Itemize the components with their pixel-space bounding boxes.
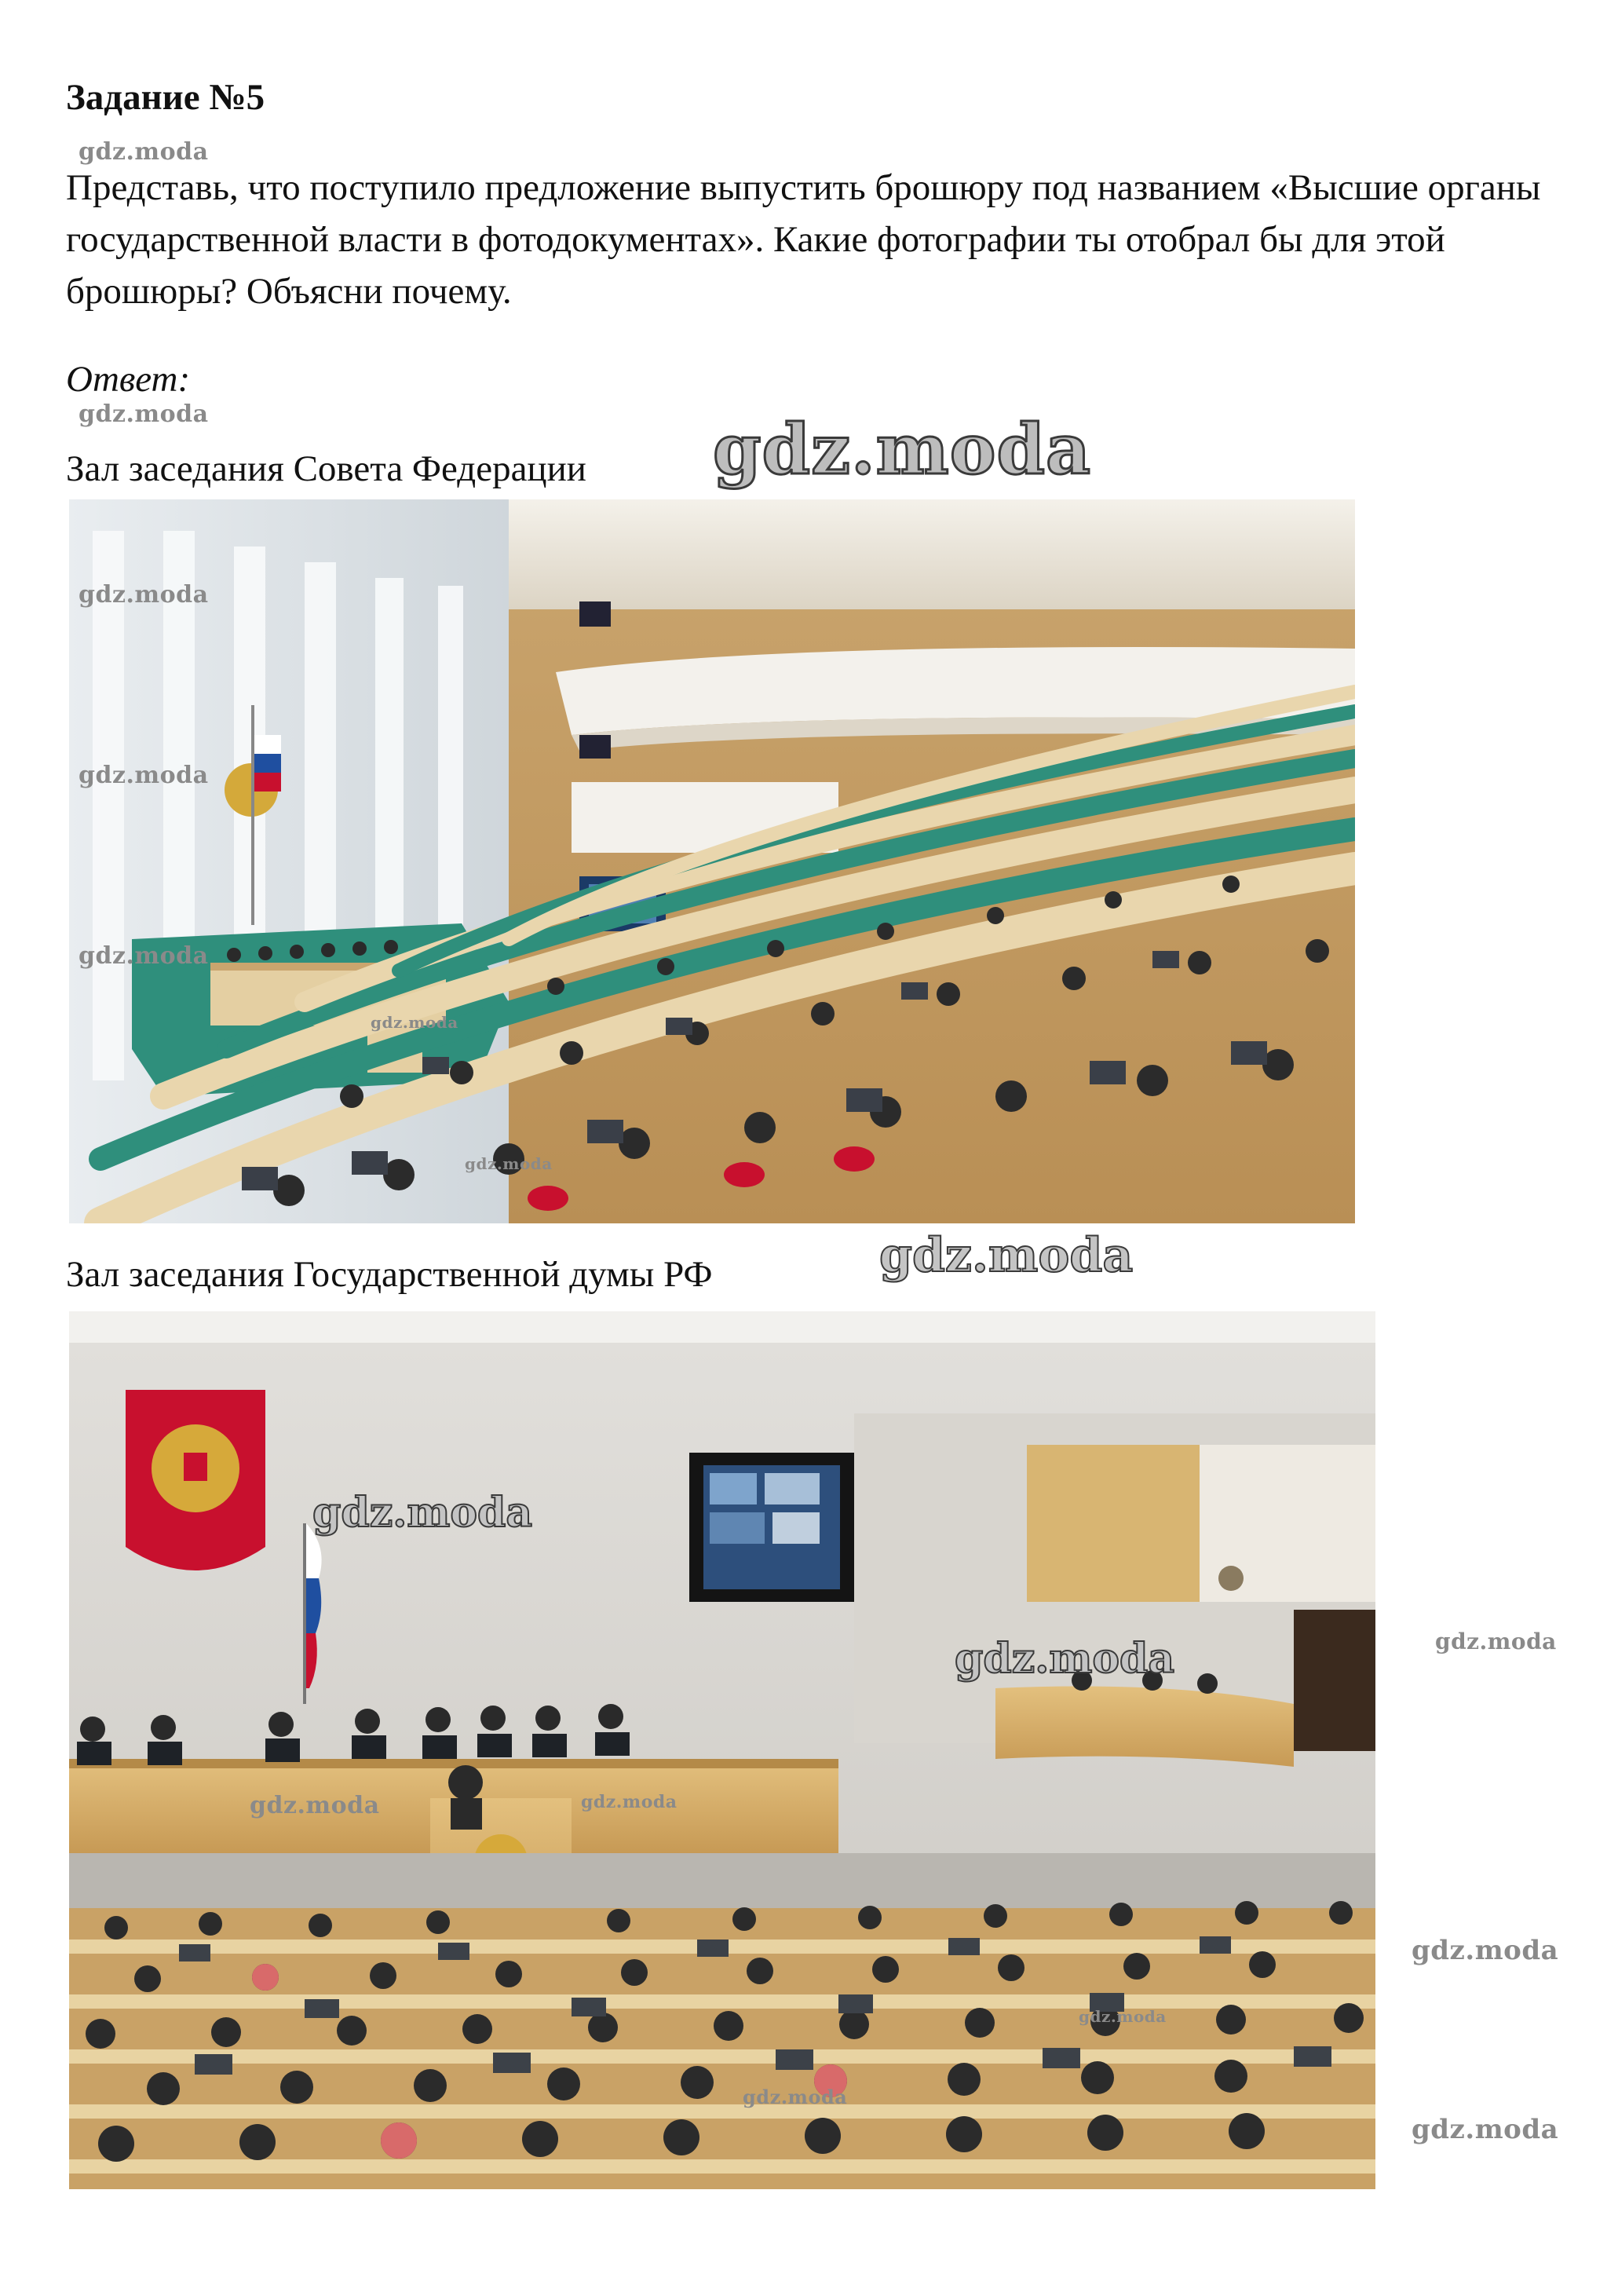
watermark: gdz.moda <box>465 1154 553 1173</box>
watermark: gdz.moda <box>250 1792 380 1819</box>
watermark: gdz.moda <box>79 762 209 789</box>
watermark: gdz.moda <box>1079 2007 1167 2026</box>
watermark: gdz.moda <box>743 2086 848 2108</box>
watermark: gdz.moda <box>879 1228 1134 1283</box>
photo-state-duma-hall <box>69 1311 1375 2189</box>
watermark: gdz.moda <box>1412 1935 1559 1966</box>
watermark: gdz.moda <box>312 1489 533 1537</box>
watermark: gdz.moda <box>79 400 209 428</box>
watermark: gdz.moda <box>371 1013 458 1032</box>
watermark: gdz.moda <box>713 408 1092 490</box>
photo-caption-state-duma: Зал заседания Государственной думы РФ <box>66 1254 713 1295</box>
photo-caption-federation-council: Зал заседания Совета Федерации <box>66 448 586 489</box>
photo-federation-council-hall <box>69 499 1355 1223</box>
watermark: gdz.moda <box>955 1635 1175 1683</box>
watermark: gdz.moda <box>581 1792 678 1812</box>
watermark: gdz.moda <box>1412 2114 1559 2145</box>
task-heading: Задание №5 <box>66 77 265 118</box>
watermark: gdz.moda <box>1435 1629 1557 1654</box>
watermark: gdz.moda <box>79 581 209 609</box>
watermark: gdz.moda <box>79 138 209 166</box>
watermark: gdz.moda <box>79 942 209 970</box>
answer-label: Ответ: <box>66 359 191 400</box>
task-text: Представь, что поступило предложение выпустить брошюру под названием «Высшие органы государственной власти в фотодокументах». Какие фотографии ты отобрал бы для этой брошюры? Объясни почему. <box>66 167 1541 312</box>
